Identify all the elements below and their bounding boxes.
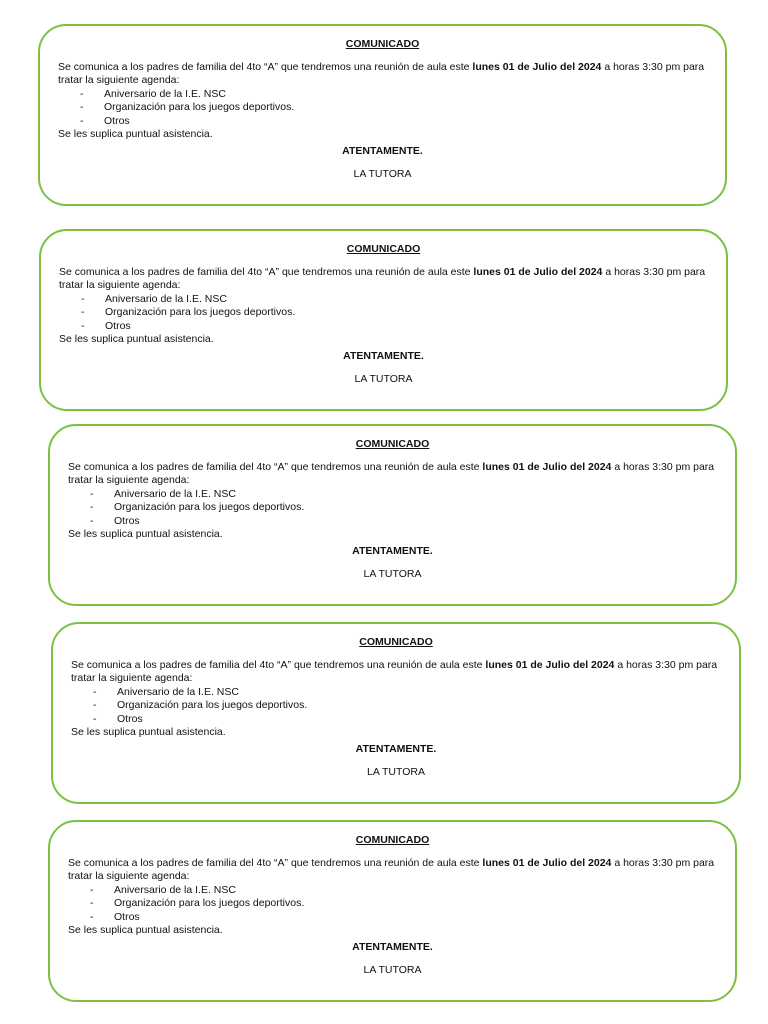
intro-text: Se comunica a los padres de familia del 4to “A” que tendremos una reunión de aula este — [59, 265, 474, 278]
bullet-dash: - — [90, 910, 94, 923]
notice-signer: LA TUTORA — [353, 168, 412, 180]
agenda-item — [59, 293, 712, 307]
notice-signer: LA TUTORA — [363, 964, 422, 976]
intro-text-end: a horas 3:30 pm para tratar la siguiente agenda: — [71, 658, 718, 684]
notice-signer: LA TUTORA — [354, 373, 413, 385]
agenda-item — [58, 101, 711, 115]
notice-regards: ATENTAMENTE. — [352, 940, 433, 953]
notice-title: COMUNICADO — [355, 834, 430, 846]
bullet-dash: - — [90, 501, 94, 513]
bullet-dash: - — [81, 319, 85, 332]
notice-closing: Se les suplica puntual asistencia. — [59, 333, 214, 345]
notice-regards: ATENTAMENTE. — [343, 349, 424, 362]
notice-card — [39, 229, 728, 411]
bullet-dash: - — [80, 101, 84, 113]
bullet-dash: - — [93, 685, 97, 698]
agenda-item-text: Organización para los juegos deportivos. — [114, 897, 305, 909]
notice-closing: Se les suplica puntual asistencia. — [68, 528, 223, 540]
agenda-list — [68, 884, 721, 925]
meeting-date: lunes 01 de Julio del 2024 — [472, 60, 602, 73]
notice-signer: LA TUTORA — [363, 568, 422, 580]
notice-title: COMUNICADO — [355, 438, 430, 450]
notice-card — [48, 424, 737, 606]
notice-card — [38, 24, 727, 206]
notice-closing: Se les suplica puntual asistencia. — [58, 128, 213, 140]
agenda-item-text: Otros — [114, 514, 140, 527]
agenda-item — [58, 88, 711, 102]
agenda-item — [68, 911, 721, 925]
notice-card — [51, 622, 741, 804]
agenda-list — [68, 488, 721, 529]
agenda-item — [68, 897, 721, 911]
agenda-item — [58, 115, 711, 129]
notice-title: COMUNICADO — [359, 636, 433, 648]
agenda-item-text: Organización para los juegos deportivos. — [104, 101, 295, 113]
bullet-dash: - — [90, 897, 94, 909]
notice-title: COMUNICADO — [345, 38, 420, 50]
intro-text: Se comunica a los padres de familia del 4to “A” que tendremos una reunión de aula este — [71, 658, 486, 671]
bullet-dash: - — [90, 487, 94, 500]
notice-card — [48, 820, 737, 1002]
agenda-list — [59, 293, 712, 334]
meeting-date: lunes 01 de Julio del 2024 — [473, 265, 603, 278]
intro-text-end: a horas 3:30 pm para tratar la siguiente agenda: — [68, 460, 715, 486]
notice-body — [40, 61, 725, 142]
notice-signer: LA TUTORA — [367, 766, 425, 778]
bullet-dash: - — [93, 712, 97, 725]
notice-intro — [68, 857, 721, 884]
agenda-item-text: Aniversario de la I.E. NSC — [114, 883, 236, 896]
meeting-date: lunes 01 de Julio del 2024 — [485, 658, 615, 671]
agenda-item-text: Otros — [117, 712, 143, 725]
agenda-item-text: Otros — [114, 910, 140, 923]
agenda-list — [58, 88, 711, 129]
notice-regards: ATENTAMENTE. — [352, 544, 433, 557]
notice-closing: Se les suplica puntual asistencia. — [71, 726, 226, 738]
intro-text: Se comunica a los padres de familia del 4to “A” que tendremos una reunión de aula este — [68, 856, 483, 869]
agenda-item-text: Organización para los juegos deportivos. — [117, 699, 308, 711]
notice-intro — [71, 659, 725, 686]
intro-text-end: a horas 3:30 pm para tratar la siguiente agenda: — [58, 60, 705, 86]
agenda-item — [68, 488, 721, 502]
bullet-dash: - — [93, 699, 97, 711]
agenda-item-text: Aniversario de la I.E. NSC — [117, 685, 239, 698]
agenda-item-text: Organización para los juegos deportivos. — [105, 306, 296, 318]
agenda-list — [71, 686, 725, 727]
bullet-dash: - — [80, 114, 84, 127]
notice-intro — [68, 461, 721, 488]
agenda-item-text: Organización para los juegos deportivos. — [114, 501, 305, 513]
agenda-item — [71, 699, 725, 713]
notice-body — [50, 461, 735, 542]
bullet-dash: - — [80, 87, 84, 100]
intro-text: Se comunica a los padres de familia del 4to “A” que tendremos una reunión de aula este — [58, 60, 473, 73]
bullet-dash: - — [90, 514, 94, 527]
notice-regards: ATENTAMENTE. — [342, 144, 423, 157]
intro-text-end: a horas 3:30 pm para tratar la siguiente agenda: — [59, 265, 706, 291]
notice-intro — [58, 61, 711, 88]
agenda-item-text: Otros — [105, 319, 131, 332]
intro-text-end: a horas 3:30 pm para tratar la siguiente agenda: — [68, 856, 715, 882]
agenda-item — [68, 501, 721, 515]
meeting-date: lunes 01 de Julio del 2024 — [482, 856, 612, 869]
notice-body — [53, 659, 739, 740]
agenda-item-text: Aniversario de la I.E. NSC — [114, 487, 236, 500]
agenda-item — [71, 686, 725, 700]
notice-closing: Se les suplica puntual asistencia. — [68, 924, 223, 936]
agenda-item — [71, 713, 725, 727]
notice-regards: ATENTAMENTE. — [355, 742, 437, 755]
notice-body — [50, 857, 735, 938]
agenda-item — [68, 515, 721, 529]
notice-body — [41, 266, 726, 347]
intro-text: Se comunica a los padres de familia del 4to “A” que tendremos una reunión de aula este — [68, 460, 483, 473]
agenda-item-text: Otros — [104, 114, 130, 127]
bullet-dash: - — [90, 883, 94, 896]
notice-intro — [59, 266, 712, 293]
agenda-item-text: Aniversario de la I.E. NSC — [104, 87, 226, 100]
notice-title: COMUNICADO — [346, 243, 421, 255]
meeting-date: lunes 01 de Julio del 2024 — [482, 460, 612, 473]
agenda-item-text: Aniversario de la I.E. NSC — [105, 292, 227, 305]
agenda-item — [68, 884, 721, 898]
agenda-item — [59, 320, 712, 334]
agenda-item — [59, 306, 712, 320]
bullet-dash: - — [81, 292, 85, 305]
bullet-dash: - — [81, 306, 85, 318]
